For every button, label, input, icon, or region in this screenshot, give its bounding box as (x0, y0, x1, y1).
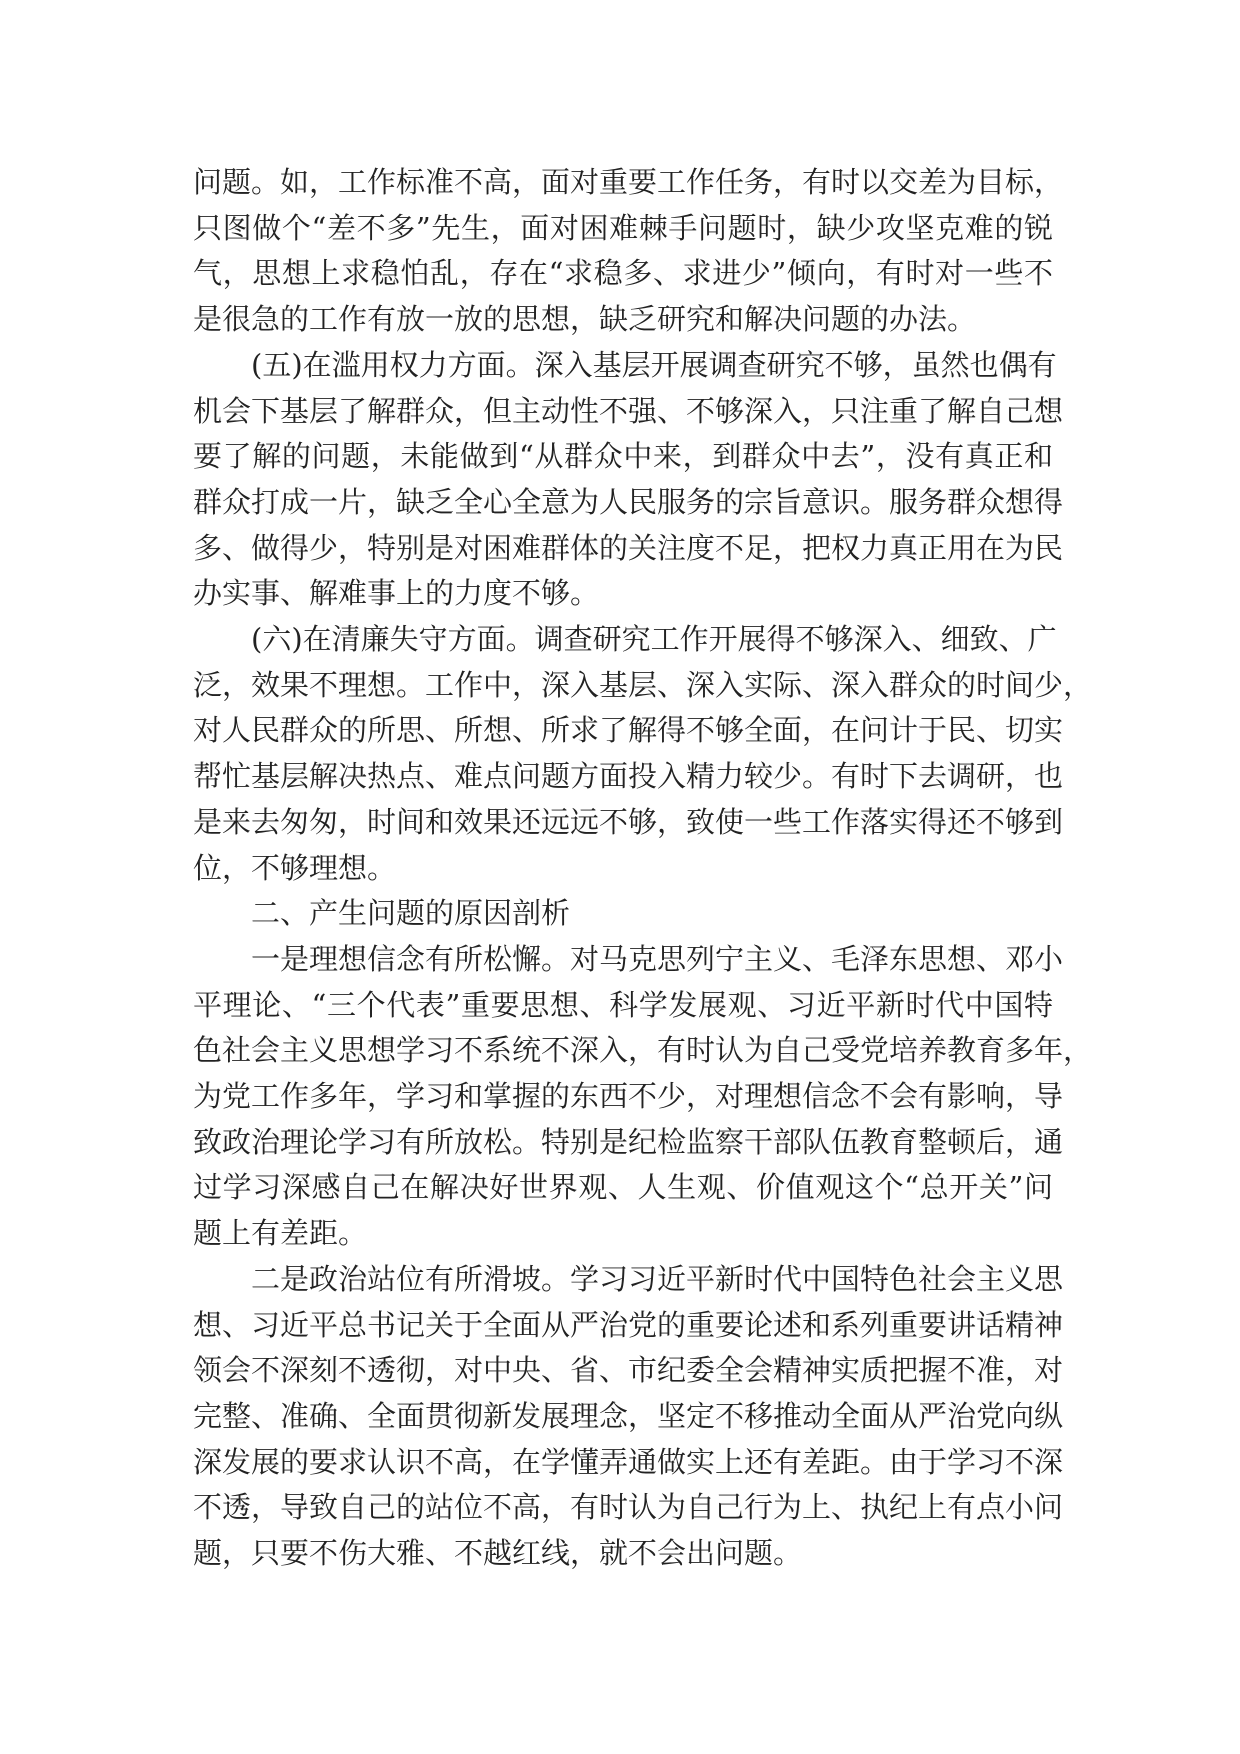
text-line: 想、习近平总书记关于全面从严治党的重要论述和系列重要讲话精神 (193, 1307, 1064, 1342)
text-line: 泛，效果不理想。工作中，深入基层、深入实际、深入群众的时间少， (193, 667, 1093, 702)
text-line: 不透，导致自己的站位不高，有时认为自己行为上、执纪上有点小问 (193, 1490, 1064, 1525)
paragraph (193, 617, 1093, 891)
text-line: 多、做得少，特别是对困难群体的关注度不足，把权力真正用在为民 (193, 530, 1064, 565)
text-line: 只图做个“差不多”先生，面对困难棘手问题时，缺少攻坚克难的锐 (193, 210, 1053, 245)
text-line: 色社会主义思想学习不系统不深入，有时认为自己受党培养教育多年， (193, 1033, 1093, 1068)
text-line: 平理论、“三个代表”重要思想、科学发展观、习近平新时代中国特 (193, 987, 1053, 1022)
text-line: 题上有差距。 (193, 1216, 368, 1251)
paragraph (193, 937, 1093, 1257)
text-line: 完整、准确、全面贯彻新发展理念，坚定不移推动全面从严治党向纵 (193, 1398, 1064, 1433)
document-page (193, 160, 1093, 1577)
text-line: 是来去匆匆，时间和效果还远远不够，致使一些工作落实得还不够到 (193, 804, 1064, 839)
text-line: 一是理想信念有所松懈。对马克思列宁主义、毛泽东思想、邓小 (251, 941, 1064, 976)
section-heading (193, 891, 1053, 937)
text-line: 机会下基层了解群众，但主动性不强、不够深入，只注重了解自己想 (193, 393, 1064, 428)
paragraph (193, 343, 1064, 617)
text-line: 帮忙基层解决热点、难点问题方面投入精力较少。有时下去调研，也 (193, 759, 1064, 794)
text-line: 气，思想上求稳怕乱，存在“求稳多、求进少”倾向，有时对一些不 (193, 256, 1053, 291)
text-line: (五)在滥用权力方面。深入基层开展调查研究不够，虽然也偶有 (251, 347, 1057, 382)
text-line: 办实事、解难事上的力度不够。 (193, 576, 600, 611)
text-line: 是很急的工作有放一放的思想，缺乏研究和解决问题的办法。 (193, 302, 977, 337)
text-line: 为党工作多年，学习和掌握的东西不少，对理想信念不会有影响，导 (193, 1079, 1064, 1114)
text-line: 二、产生问题的原因剖析 (251, 896, 571, 931)
text-line: 群众打成一片，缺乏全心全意为人民服务的宗旨意识。服务群众想得 (193, 484, 1064, 519)
text-line: 深发展的要求认识不高，在学懂弄通做实上还有差距。由于学习不深 (193, 1444, 1064, 1479)
text-line: 对人民群众的所思、所想、所求了解得不够全面，在问计于民、切实 (193, 713, 1064, 748)
text-line: 位，不够理想。 (193, 850, 397, 885)
text-line: (六)在清廉失守方面。调查研究工作开展得不够深入、细致、广 (251, 622, 1057, 657)
text-line: 问题。如，工作标准不高，面对重要工作任务，有时以交差为目标， (193, 165, 1064, 199)
text-line: 领会不深刻不透彻，对中央、省、市纪委全会精神实质把握不准，对 (193, 1353, 1064, 1388)
text-line: 要了解的问题，未能做到“从群众中来，到群众中去”，没有真正和 (193, 439, 1053, 474)
paragraph (193, 1257, 1064, 1577)
text-line: 二是政治站位有所滑坡。学习习近平新时代中国特色社会主义思 (251, 1261, 1064, 1296)
text-line: 题，只要不伤大雅、不越红线，就不会出问题。 (193, 1536, 803, 1571)
text-line: 过学习深感自己在解决好世界观、人生观、价值观这个“总开关”问 (193, 1170, 1053, 1205)
paragraph (193, 160, 1064, 343)
text-line: 致政治理论学习有所放松。特别是纪检监察干部队伍教育整顿后，通 (193, 1124, 1064, 1159)
